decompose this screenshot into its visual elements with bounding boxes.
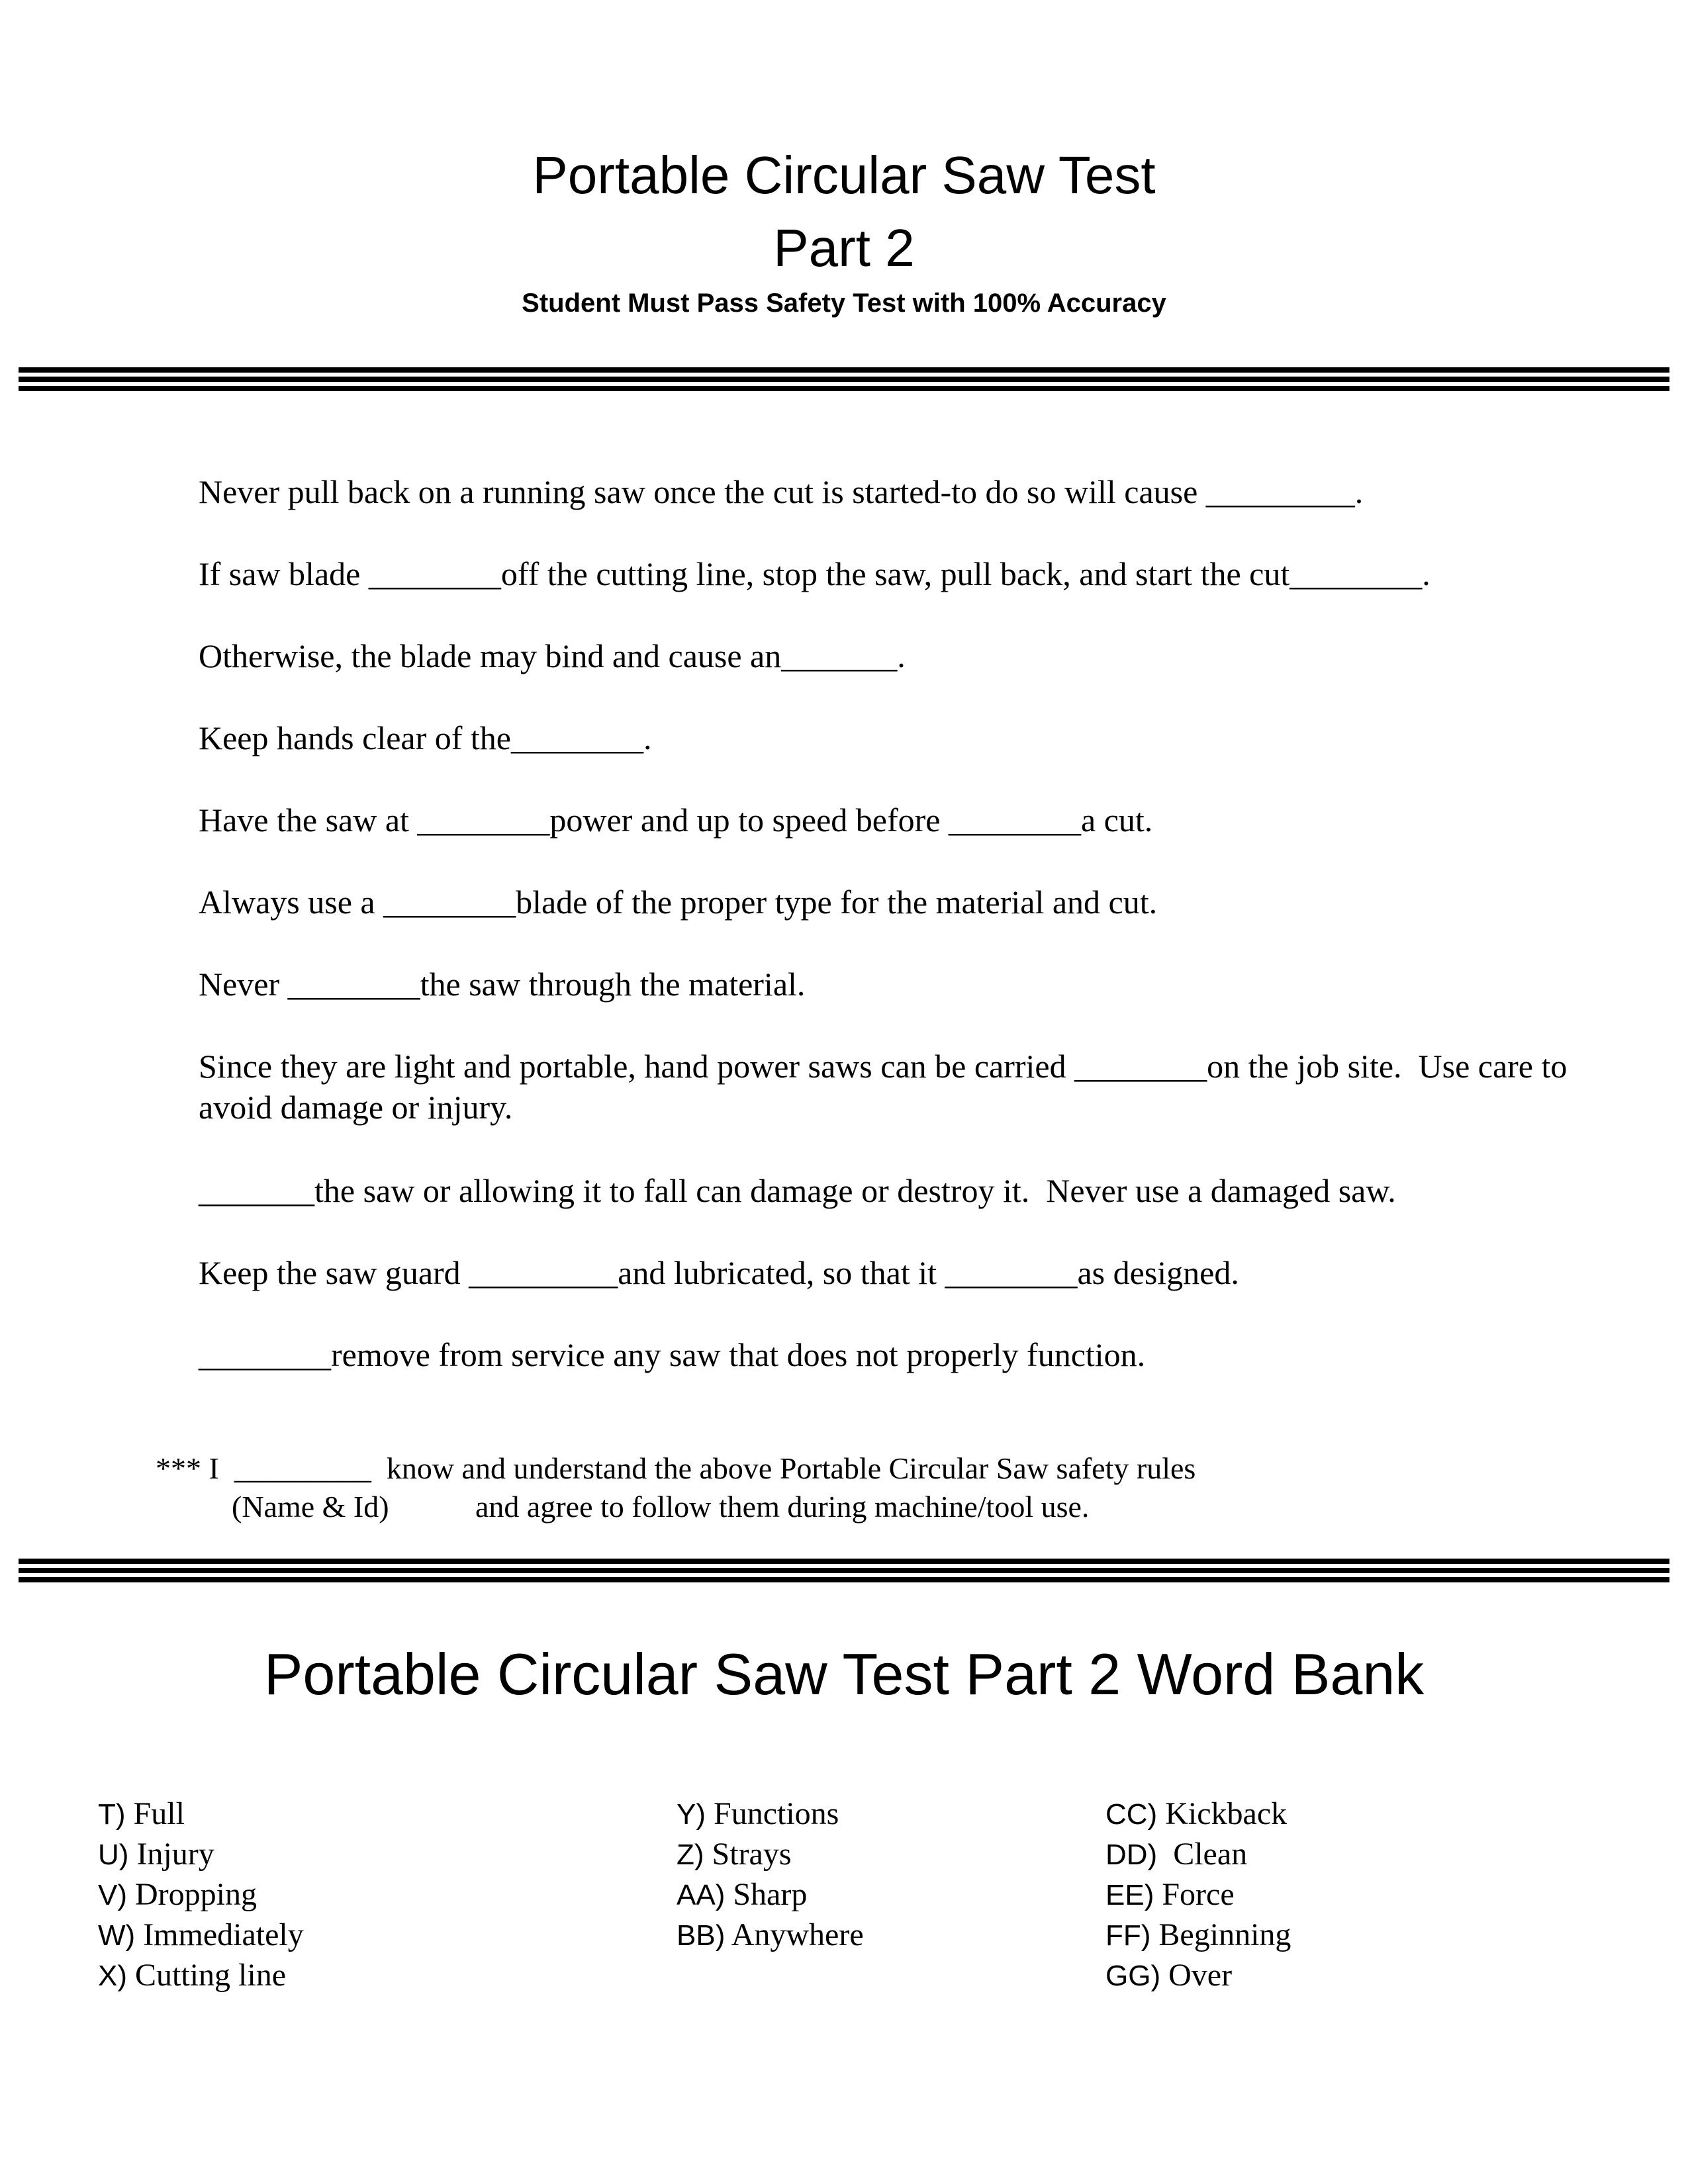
word-bank-word: Full [125, 1796, 185, 1831]
word-bank-item [98, 1874, 304, 1915]
word-bank-letter: EE) [1105, 1879, 1154, 1911]
word-bank-word: Sharp [725, 1877, 808, 1912]
word-bank-item [98, 1915, 304, 1955]
word-bank-word: Functions [706, 1796, 839, 1831]
word-bank-word: Immediately [135, 1917, 304, 1952]
word-bank-letter: FF) [1105, 1919, 1151, 1952]
page-subtitle: Student Must Pass Safety Test with 100% Accuracy [522, 289, 1166, 318]
word-bank-item [98, 1834, 304, 1874]
question-1: Never pull back on a running saw once the cut is started-to do so will cause _________. [199, 473, 1364, 510]
triple-divider-top [19, 367, 1669, 394]
triple-divider-bottom [19, 1559, 1669, 1585]
word-bank-item [677, 1834, 864, 1874]
word-bank-letter: U) [98, 1839, 129, 1871]
word-bank-item [98, 1955, 304, 1995]
question-7: Never ________the saw through the material. [199, 966, 806, 1003]
word-bank-letter: V) [98, 1879, 127, 1911]
word-bank-item [677, 1915, 864, 1955]
word-bank-letter: BB) [677, 1919, 726, 1952]
question-8: Since they are light and portable, hand power saws can be carried ________on the job site. Use care to avoid damage or injury. [199, 1048, 1575, 1126]
word-bank-word: Kickback [1157, 1796, 1288, 1831]
agreement-line-2: and agree to follow them during machine/tool use. [475, 1490, 1090, 1524]
word-bank-column-2 [677, 1794, 864, 1955]
word-bank-letter: T) [98, 1798, 126, 1831]
word-bank-item [1105, 1915, 1291, 1955]
word-bank-word: Dropping [127, 1877, 257, 1912]
question-5: Have the saw at ________power and up to speed before ________a cut. [199, 801, 1153, 839]
word-bank-word: Cutting line [127, 1958, 286, 1993]
question-3: Otherwise, the blade may bind and cause an_______. [199, 637, 906, 674]
word-bank-item [1105, 1955, 1291, 1995]
question-4: Keep hands clear of the________. [199, 719, 652, 756]
word-bank-column-3 [1105, 1794, 1291, 1995]
question-11: ________remove from service any saw that does not properly function. [199, 1336, 1146, 1373]
word-bank-word: Injury [128, 1837, 214, 1872]
agreement-line: *** I _________ know and understand the above Portable Circular Saw safety rules [156, 1451, 1196, 1485]
word-bank-word: Clean [1157, 1837, 1248, 1872]
word-bank-letter: W) [98, 1919, 136, 1952]
question-6: Always use a ________blade of the proper type for the material and cut. [199, 884, 1158, 921]
word-bank-item [677, 1794, 864, 1834]
word-bank-column-1 [98, 1794, 304, 1995]
word-bank-word: Force [1154, 1877, 1235, 1912]
word-bank-item [677, 1874, 864, 1915]
word-bank-letter: Y) [677, 1798, 706, 1831]
word-bank-item [1105, 1794, 1291, 1834]
word-bank-letter: X) [98, 1960, 127, 1992]
page-title-part: Part 2 [773, 218, 915, 277]
word-bank-item [98, 1794, 304, 1834]
question-2: If saw blade ________off the cutting line, stop the saw, pull back, and start the cut________. [199, 555, 1430, 592]
word-bank-word: Beginning [1150, 1917, 1291, 1952]
word-bank-item [1105, 1874, 1291, 1915]
word-bank-letter: DD) [1105, 1839, 1158, 1871]
word-bank-word: Strays [704, 1837, 792, 1872]
page-title: Portable Circular Saw Test [532, 146, 1156, 205]
word-bank-word: Over [1160, 1958, 1233, 1993]
word-bank-letter: Z) [677, 1839, 704, 1871]
name-id-label: (Name & Id) [232, 1490, 389, 1524]
question-10: Keep the saw guard _________and lubricated, so that it ________as designed. [199, 1254, 1239, 1291]
word-bank-letter: CC) [1105, 1798, 1158, 1831]
word-bank-word: Anywhere [725, 1917, 864, 1952]
word-bank-item [1105, 1834, 1291, 1874]
word-bank-title: Portable Circular Saw Test Part 2 Word Bank [263, 1641, 1425, 1707]
word-bank-letter: AA) [677, 1879, 726, 1911]
word-bank-letter: GG) [1105, 1960, 1161, 1992]
question-9: _______the saw or allowing it to fall can damage or destroy it. Never use a damaged saw. [199, 1172, 1396, 1209]
